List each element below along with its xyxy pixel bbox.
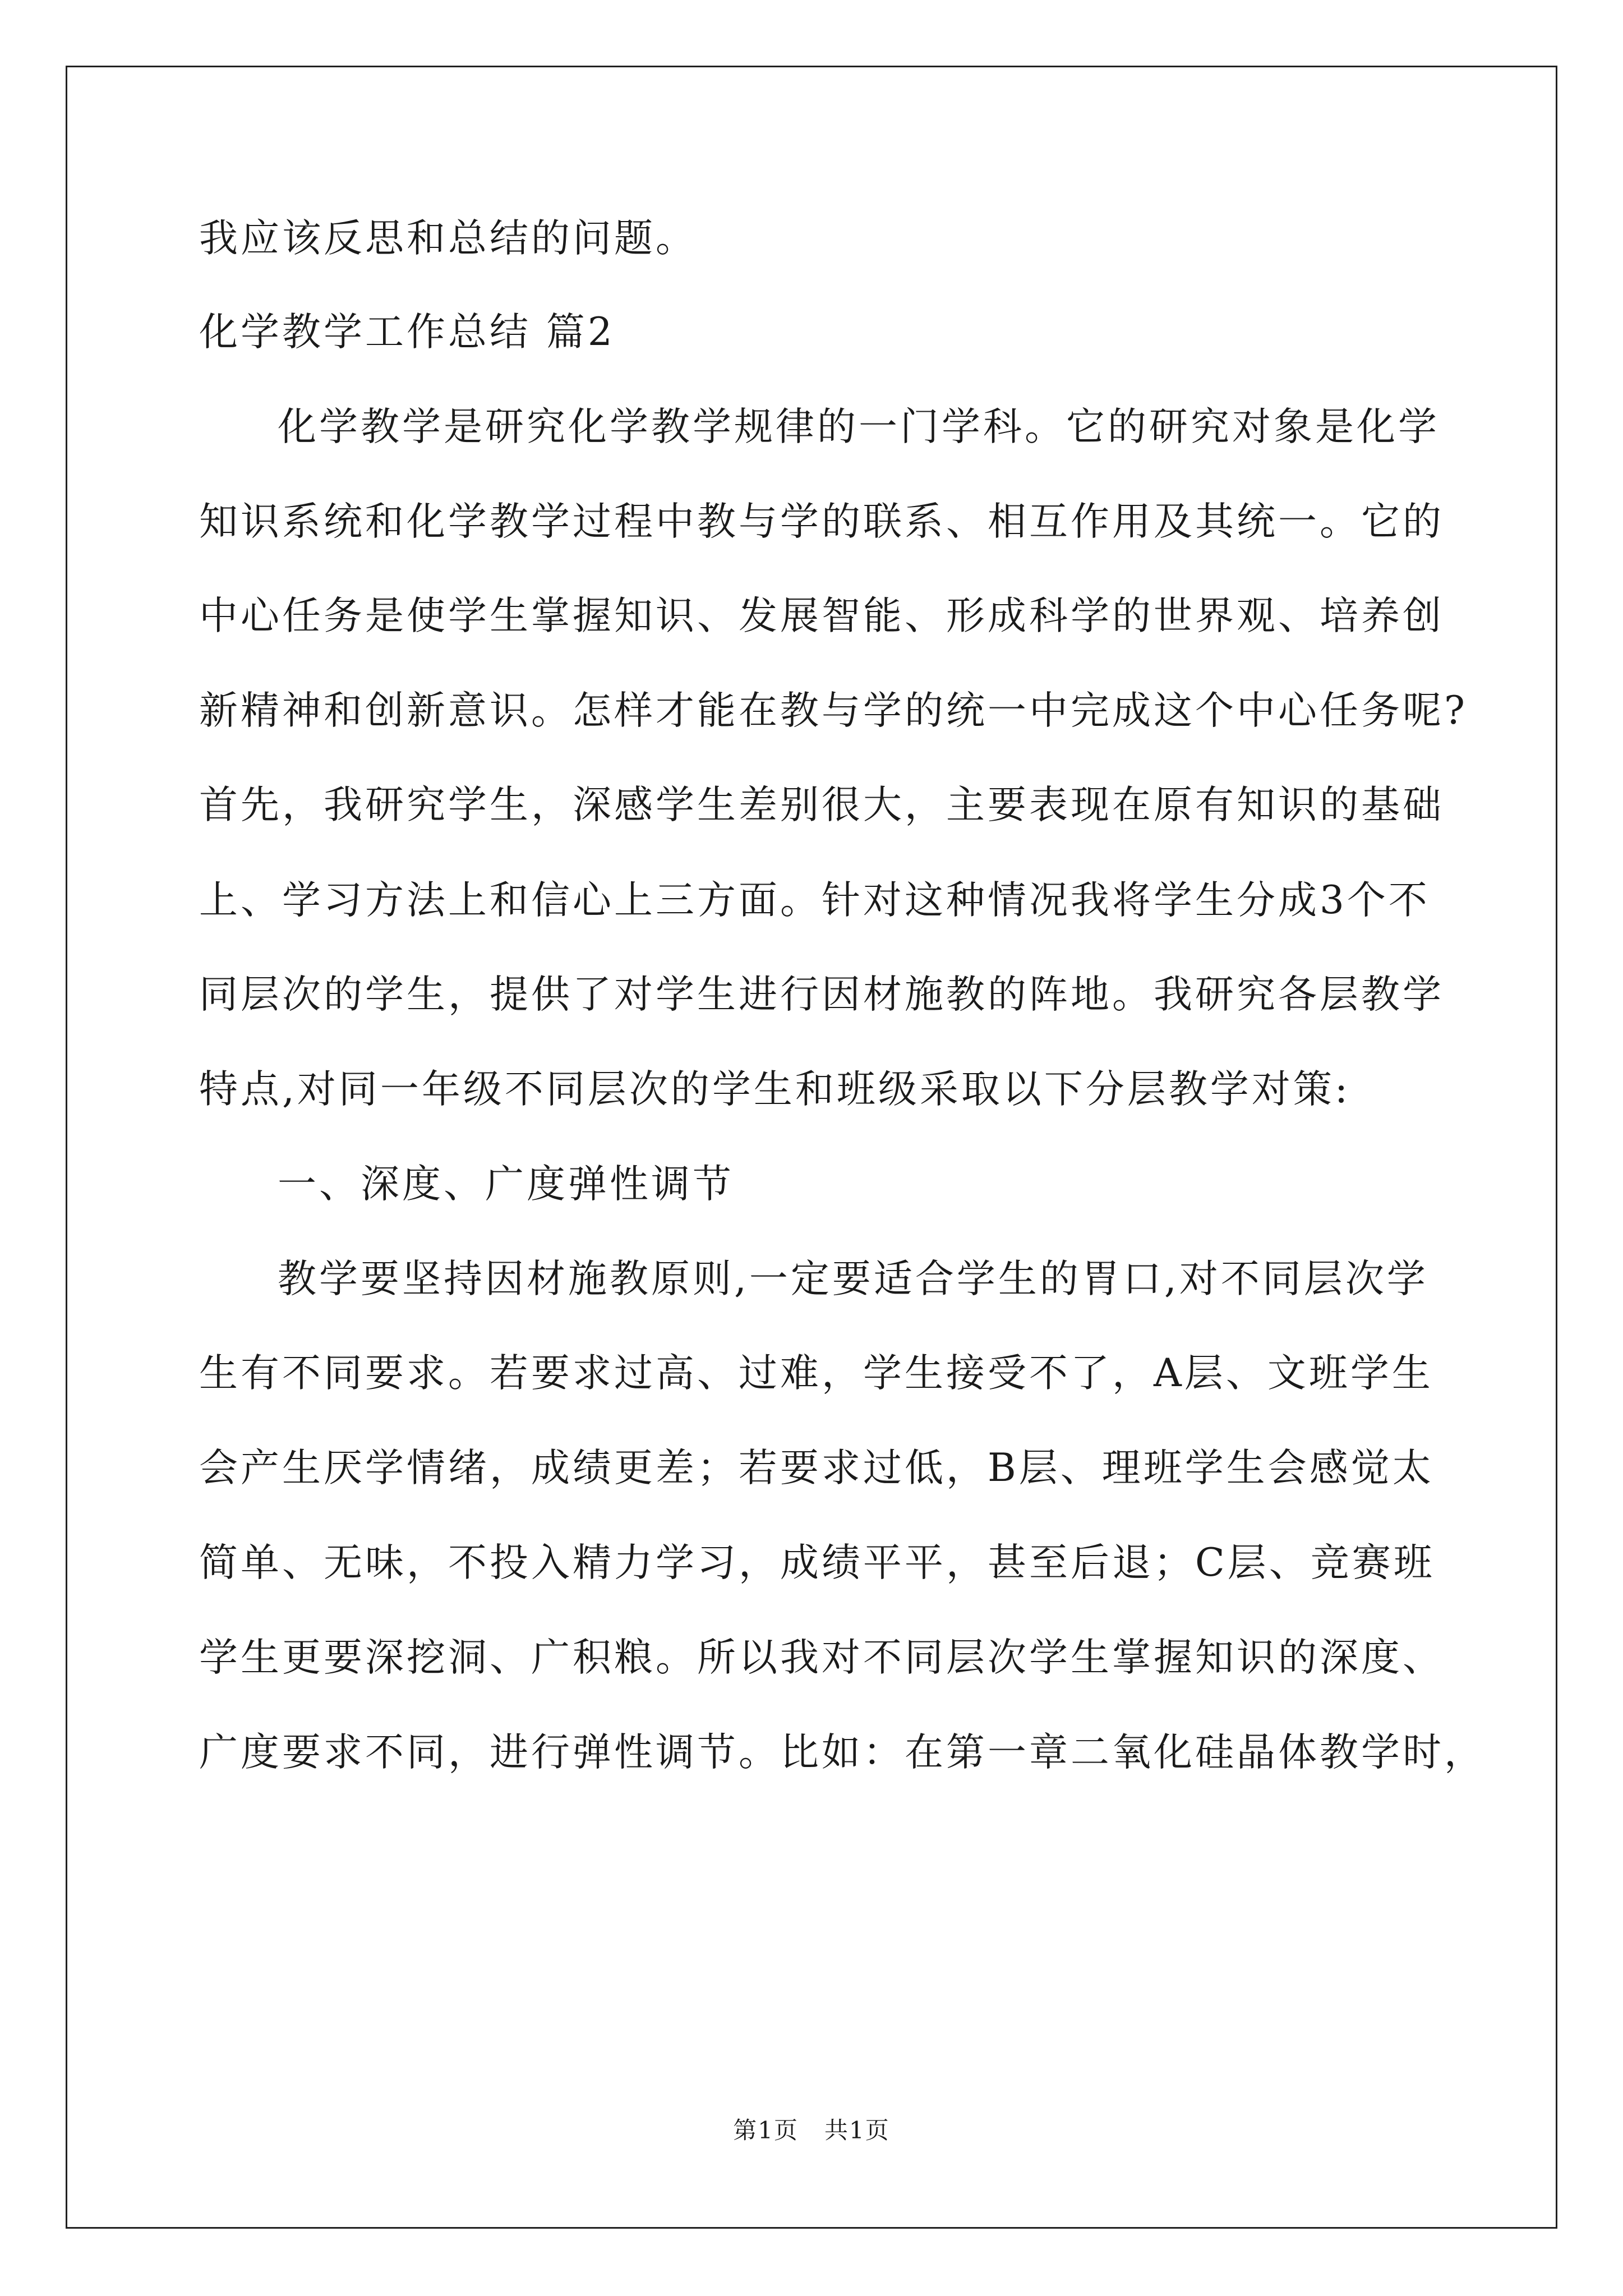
paragraph-line: 我应该反思和总结的问题。 — [199, 216, 697, 261]
paragraph-line: 新精神和创新意识。怎样才能在教与学的统一中完成这个中心任务呢? — [199, 688, 1468, 733]
paragraph-line: 同层次的学生，提供了对学生进行因材施教的阵地。我研究各层教学 — [199, 972, 1444, 1017]
paragraph-line: 化学教学是研究化学教学规律的一门学科。它的研究对象是化学 — [278, 404, 1440, 449]
page-number: 第1页 — [733, 2116, 799, 2144]
paragraph-line: 教学要坚持因材施教原则,一定要适合学生的胃口,对不同层次学 — [278, 1257, 1428, 1301]
paragraph-line: 简单、无味，不投入精力学习，成绩平平，甚至后退；C层、竞赛班 — [199, 1540, 1435, 1585]
section-heading: 化学教学工作总结 篇2 — [199, 310, 615, 355]
paragraph-line: 特点,对同一年级不同层次的学生和班级采取以下分层教学对策: — [199, 1067, 1351, 1112]
paragraph-line: 首先，我研究学生，深感学生差别很大，主要表现在原有知识的基础 — [199, 783, 1444, 827]
paragraph-line: 上、学习方法上和信心上三方面。针对这种情况我将学生分成3个不 — [199, 878, 1430, 923]
paragraph-line: 广度要求不同，进行弹性调节。比如：在第一章二氧化硅晶体教学时， — [199, 1730, 1486, 1775]
paragraph-line: 生有不同要求。若要求过高、过难，学生接受不了，A层、文班学生 — [199, 1351, 1433, 1396]
page-total: 共1页 — [824, 2116, 890, 2144]
paragraph-line: 知识系统和化学教学过程中教与学的联系、相互作用及其统一。它的 — [199, 499, 1444, 544]
paragraph-line: 中心任务是使学生掌握知识、发展智能、形成科学的世界观、培养创 — [199, 593, 1444, 638]
page-footer — [0, 2115, 1623, 2146]
paragraph-line: 会产生厌学情绪，成绩更差；若要求过低，B层、理班学生会感觉太 — [199, 1446, 1434, 1490]
page-border — [66, 66, 1557, 2229]
paragraph-line: 学生更要深挖洞、广积粮。所以我对不同层次学生掌握知识的深度、 — [199, 1635, 1444, 1680]
subsection-heading: 一、深度、广度弹性调节 — [278, 1162, 734, 1207]
